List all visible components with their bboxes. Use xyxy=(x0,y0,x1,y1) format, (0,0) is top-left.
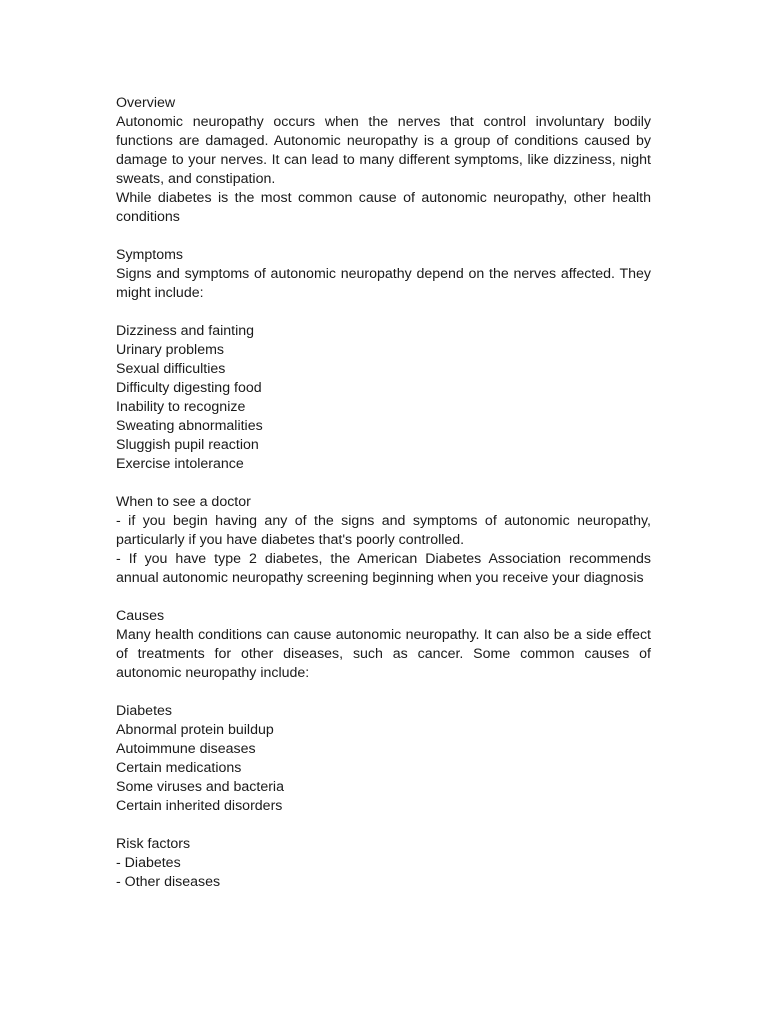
causes-list xyxy=(116,702,651,816)
list-item: Some viruses and bacteria xyxy=(116,779,284,795)
overview-section xyxy=(116,94,651,227)
symptoms-list xyxy=(116,322,651,474)
overview-heading: Overview xyxy=(116,95,176,111)
list-item: Sweating abnormalities xyxy=(116,418,263,434)
causes-intro: Many health conditions can cause autonomic neuropathy. It can also be a side effect of treatments for other diseases, such as cancer. Some common causes of autonomic neuropathy include: xyxy=(116,627,651,681)
symptoms-section xyxy=(116,246,651,303)
list-item: - Other diseases xyxy=(116,874,221,890)
causes-heading: Causes xyxy=(116,608,165,624)
list-item: Dizziness and fainting xyxy=(116,323,255,339)
list-item: Inability to recognize xyxy=(116,399,246,415)
risk-section xyxy=(116,835,651,892)
list-item: Autoimmune diseases xyxy=(116,741,256,757)
list-item: Sexual difficulties xyxy=(116,361,226,377)
list-item: Urinary problems xyxy=(116,342,225,358)
list-item: Certain inherited disorders xyxy=(116,798,283,814)
list-item: Diabetes xyxy=(116,703,172,719)
symptoms-intro: Signs and symptoms of autonomic neuropathy depend on the nerves affected. They might include: xyxy=(116,266,651,301)
doctor-paragraph: - If you have type 2 diabetes, the American Diabetes Association recommends annual autonomic neuropathy screening beginning when you receive your diagnosis xyxy=(116,551,651,586)
symptoms-heading: Symptoms xyxy=(116,247,184,263)
list-item: Sluggish pupil reaction xyxy=(116,437,259,453)
causes-list-section xyxy=(116,702,651,816)
document-page xyxy=(116,94,651,911)
list-item: Difficulty digesting food xyxy=(116,380,262,396)
symptoms-list-section xyxy=(116,322,651,474)
overview-paragraph: Autonomic neuropathy occurs when the nerves that control involuntary bodily functions are damaged. Autonomic neuropathy is a group of conditions caused by damage to your nerves. It can lead to many different symptoms, like dizziness, night sweats, and constipation. xyxy=(116,114,651,187)
list-item: Certain medications xyxy=(116,760,242,776)
doctor-section xyxy=(116,493,651,588)
list-item: Abnormal protein buildup xyxy=(116,722,274,738)
doctor-heading: When to see a doctor xyxy=(116,494,251,510)
list-item: - Diabetes xyxy=(116,855,181,871)
risk-list xyxy=(116,854,651,892)
overview-paragraph: While diabetes is the most common cause of autonomic neuropathy, other health conditions xyxy=(116,190,651,225)
list-item: Exercise intolerance xyxy=(116,456,244,472)
risk-heading: Risk factors xyxy=(116,836,191,852)
doctor-paragraph: - if you begin having any of the signs and symptoms of autonomic neuropathy, particularly if you have diabetes that's poorly controlled. xyxy=(116,513,651,548)
causes-section xyxy=(116,607,651,683)
